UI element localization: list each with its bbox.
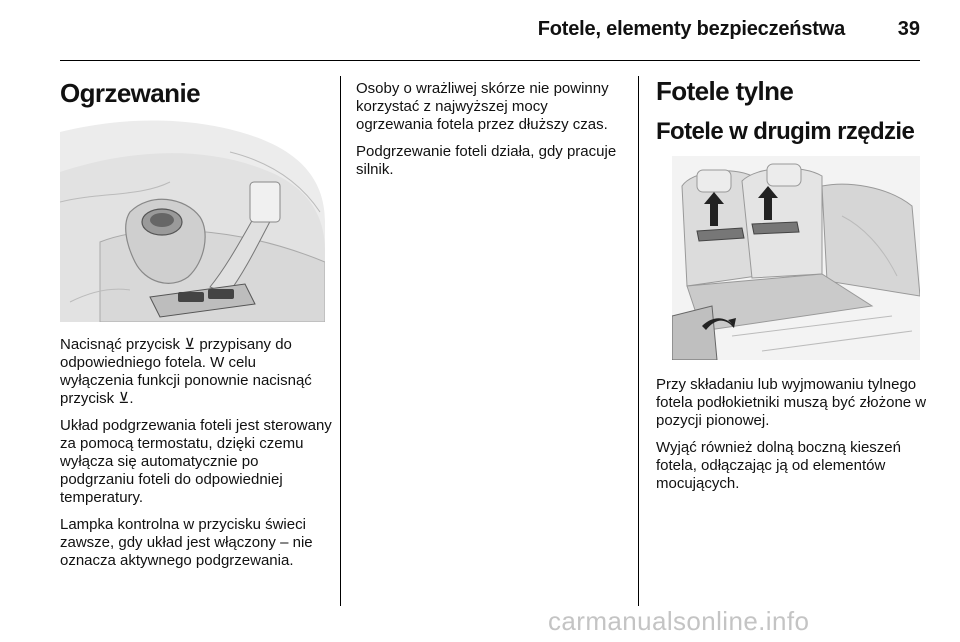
- paragraph: Osoby o wrażliwej skórze nie powinny korzystać z najwyższej mocy ogrzewania fotela przez dłuższy czas.: [356, 80, 609, 133]
- left-column-text: [60, 336, 332, 579]
- paragraph: Lampka kontrolna w przycisku świeci zawsze, gdy układ jest włączony – nie oznacza aktywnego podgrzewania.: [60, 516, 313, 569]
- right-column-text: [656, 376, 928, 502]
- paragraph: Układ podgrzewania foteli jest sterowany za pomocą termostatu, dzięki czemu wyłącza się automatycznie po podgrzaniu foteli do odpowiedniej temperatury.: [60, 417, 332, 506]
- header-divider: [60, 60, 920, 61]
- page-header-title: Fotele, elementy bezpieczeństwa: [537, 18, 845, 40]
- column-divider-left: [340, 76, 341, 606]
- paragraph: Wyjąć również dolną boczną kieszeń fotela, odłączając ją od elementów mocujących.: [656, 439, 901, 492]
- subsection-heading-second-row: Fotele w drugim rzędzie: [656, 118, 915, 145]
- column-divider-right: [638, 76, 639, 606]
- middle-column-text: [356, 80, 628, 188]
- paragraph: Przy składaniu lub wyjmowaniu tylnego fotela podłokietniki muszą być złożone w pozycji pionowej.: [656, 376, 927, 429]
- page-number: 39: [897, 18, 920, 40]
- section-heading-heating: Ogrzewanie: [60, 78, 200, 108]
- rear-seats-illustration: [672, 156, 920, 360]
- seat-heating-illustration: [60, 112, 325, 322]
- section-heading-rear-seats: Fotele tylne: [656, 76, 794, 106]
- paragraph: Nacisnąć przycisk ⊻ przypisany do odpowiedniego fotela. W celu wyłączenia funkcji ponownie nacisnąć przycisk ⊻.: [60, 336, 312, 407]
- paragraph: Podgrzewanie foteli działa, gdy pracuje silnik.: [356, 143, 617, 178]
- watermark: carmanualsonline.info: [548, 606, 810, 636]
